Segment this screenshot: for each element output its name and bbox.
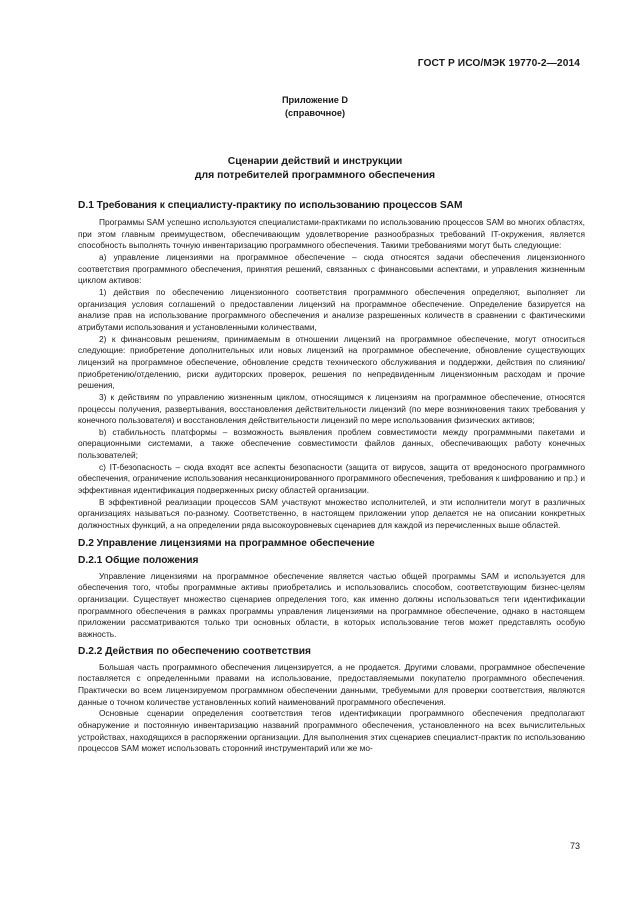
section-d21-heading: D.2.1 Общие положения bbox=[78, 554, 199, 566]
section-d22-heading: D.2.2 Действия по обеспечению соответствия bbox=[78, 645, 311, 657]
list-item: 1) действия по обеспечению лицензионного соответствия программного обеспечения определяют, выполняет ли организация условия соглашений о предоставлении лицензий на программное обеспечение. Определение базируется на анализе прав на использование программного обеспечения и анализе разрешенных количеств в сравнении с фактическими атрибутами использования и установленными количествами, bbox=[78, 286, 585, 332]
paragraph: Программы SAM успешно используются специалистами-практиками по использованию процессов SAM во многих областях, при этом главным преимуществом, обеспечивающим удовлетворение разнообразных требований IT-окружения, является способность выполнять точную инвентаризацию программного обеспечения. Такими требованиями могут быть следующие: bbox=[78, 217, 585, 251]
page-title-line-2: для потребителей программного обеспечения bbox=[194, 169, 436, 181]
section-d1-heading: D.1 Требования к специалисту-практику по использованию процессов SAM bbox=[78, 200, 463, 211]
standard-header: ГОСТ Р ИСО/МЭК 19770-2—2014 bbox=[417, 58, 580, 69]
paragraph: В эффективной реализации процессов SAM участвуют множество исполнителей, и эти исполнители могут в различных организациях называться по-разному. Соответственно, в настоящем приложении упор делается не на описании конкретных должностных функций, а на определении ряда высокоуровневых сценариев для каждой из перечисленных выше областей. bbox=[78, 496, 585, 531]
list-item: 2) к финансовым решениям, принимаемым в отношении лицензий на программное обеспечение, могут относиться следующие: приобретение дополнительных или новых лицензий на программное обеспечение, обновление существующих лицензий на программное обеспечение, обновление средств технического обслуживания и поддержки, действия по слиянию/приобретению/отделению, риски аудиторских проверок, решения по непредвиденным лицензионным расходам и прочие решения, bbox=[78, 333, 585, 391]
appendix-kind: (справочное) bbox=[284, 107, 345, 118]
page-title-line-1: Сценарии действий и инструкции bbox=[227, 156, 403, 167]
appendix-block bbox=[0, 94, 630, 119]
paragraph: Основные сценарии определения соответствия тегов идентификации программного обеспечения предполагают обнаружение и постоянную инвентаризацию названий программного обеспечения, установленного на всех вычислительных устройствах, находящихся в распоряжении организации. Для выполнения этих сценариев специалист-практик по использованию процессов SAM может использовать сторонний инструментарий или же мо- bbox=[78, 708, 585, 754]
paragraph: Управление лицензиями на программное обеспечение является частью общей программы SAM и используется для обеспечения того, чтобы программные активы приобретались и использовались способом, соответствующим бизнес-целям организации. Существует множество сценариев определения того, как именно должны использоваться теги идентификации программного обеспечения в рамках программы управления лицензиями на программное обеспечение, однако в настоящем приложении рассматриваются только три основных области, в которых использование тегов может представлять особую важность. bbox=[78, 570, 585, 639]
body-content bbox=[78, 199, 585, 755]
appendix-label: Приложение D bbox=[281, 95, 349, 105]
list-item: 3) к действиям по управлению жизненным циклом, относящимся к лицензиям на программное обеспечение, относятся процессы получения, развертывания, восстановления действительности лицензий (по мере возникновения таких требования у конечного пользователя) и восстановления действительности лицензий по мере использования физических активов; bbox=[78, 391, 585, 426]
list-item: c) IT-безопасность – сюда входят все аспекты безопасности (защита от вирусов, защита от вредоносного программного обеспечения, ограничение использования несанкционированного программного обеспечения, требования к шифрованию и пр.) и эффективная идентификация подверженных риску областей организации. bbox=[78, 461, 585, 496]
page-title bbox=[0, 155, 630, 182]
paragraph: Большая часть программного обеспечения лицензируется, а не продается. Другими словами, программное обеспечение поставляется с определенными правами на использование, предоставляемыми покупателю программного обеспечения. Практически во всем лицензируемом программном обеспечении данными, требуемыми для проверки соответствия, являются данные о точном количестве установленных копий наименований программного обеспечения. bbox=[78, 661, 585, 707]
list-item: а) управление лицензиями на программное обеспечение – сюда относятся задачи обеспечения лицензионного соответствия программного обеспечения, принятия решений, связанных с финансовыми аспектами, и управления жизненным циклом активов: bbox=[78, 251, 585, 286]
section-d2-heading: D.2 Управление лицензиями на программное обеспечение bbox=[78, 537, 375, 549]
list-item: b) стабильность платформы – возможность выявления проблем совместимости между программными пакетами и операционными системами, а также обеспечение совместимости файлов данных, обеспечивающих работу конечных пользователей; bbox=[78, 426, 585, 461]
page-number: 73 bbox=[569, 841, 580, 851]
